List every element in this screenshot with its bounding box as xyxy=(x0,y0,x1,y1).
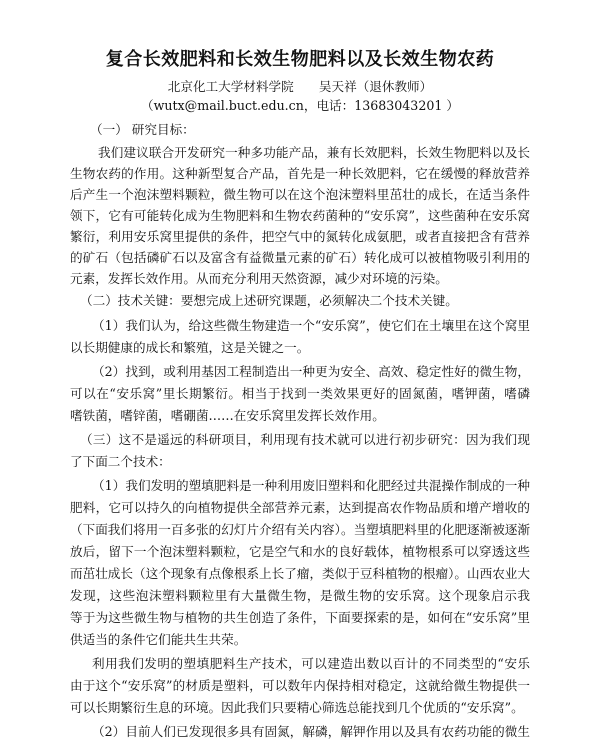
paragraph-line: （1）我们发明的塑填肥料是一种利用废旧塑料和化肥经过共混操作制成的一种 xyxy=(92,478,530,493)
paragraph-line: 的矿石（包括磷矿石以及富含有益微量元素的矿石）转化成可以被植物吸引利用的 xyxy=(70,250,530,265)
document-title: 复合长效肥料和长效生物肥料以及长效生物农药 xyxy=(105,49,495,70)
paragraph-line: （2）找到，或利用基因工程制造出一种更为安全、高效、稳定性好的微生物， xyxy=(92,364,530,379)
paragraph-line: 放后，留下一个泡沫塑料颗粒，它是空气和水的良好载体，植物根系可以穿透这些 xyxy=(70,544,530,559)
paragraph-line: （2）目前人们已发现很多具有固氮，解磷，解钾作用以及具有农药功能的微生 xyxy=(92,724,530,739)
paragraph-line: 可以在“安乐窝”里长期繁衍。相当于找到一类效果更好的固氮菌，嗜钾菌，嗜磷 xyxy=(70,386,530,401)
paragraph-line: （下面我们将用一百多张的幻灯片介绍有关内容）。当塑填肥料里的化肥逐渐被逐渐 xyxy=(70,522,530,537)
paragraph-line: 肥料，它可以持久的向植物提供全部营养元素，达到提高农作物品质和增产增收的 xyxy=(70,500,530,515)
section-heading-3: （三）这不是遥远的科研项目，利用现有技术就可以进行初步研究：因为我们现 xyxy=(80,432,530,447)
paragraph-line: 后产生一个泡沫塑料颗粒，微生物可以在这个泡沫塑料里茁壮的成长，在适当条件 xyxy=(70,187,530,202)
paragraph-line: 等于为这些微生物与植物的共生创造了条件，下面要探索的是，如何在“安乐窝”里 xyxy=(70,610,530,625)
paragraph-line: 生物农药的作用。这种新型复合产品，首先是一种长效肥料，它在缓慢的释放营养 xyxy=(70,166,530,181)
paragraph-line: 由于这个“安乐窝”的材质是塑料，可以数年内保持相对稳定，这就给微生物提供一 xyxy=(70,678,530,693)
paragraph-line: 我们建议联合开发研究一种多功能产品，兼有长效肥料，长效生物肥料以及长 xyxy=(98,145,530,160)
paragraph-line: 利用我们发明的塑填肥料生产技术，可以建造出数以百计的不同类型的“安乐 xyxy=(92,656,530,671)
contact-line: （wutx@mail.buct.edu.cn，电话：13683043201 ） xyxy=(141,98,459,113)
paragraph-line: 供适当的条件它们能共生共荣。 xyxy=(70,632,247,647)
section-heading-1: （一） 研究目标： xyxy=(90,122,195,137)
paragraph-line: 了下面二个技术： xyxy=(70,454,171,469)
paragraph-line: 繁衍，利用安乐窝里提供的条件，把空气中的氮转化成氨肥，或者直接把含有营养 xyxy=(70,229,530,244)
author-line: 北京化工大学材料学院 吴天祥（退休教师） xyxy=(167,79,433,94)
paragraph-line: 而茁壮成长（这个现象有点像根系上长了瘤，类似于豆科植物的根瘤）。山西农业大 xyxy=(70,566,530,581)
paragraph-line: 可以长期繁衍生息的环境。因此我们只要精心筛选总能找到几个优质的“安乐窝”。 xyxy=(70,700,524,715)
paragraph-line: 发现，这些泡沫塑料颗粒里有大量微生物，是微生物的安乐窝。这个现象启示我 xyxy=(70,588,530,603)
paragraph-line: 嗜铁菌，嗜锌菌，嗜硼菌……在安乐窝里发挥长效作用。 xyxy=(70,408,385,423)
paragraph-line: （1）我们认为，给这些微生物建造一个“安乐窝”，使它们在土壤里在这个窝里 xyxy=(92,318,530,333)
paragraph-line: 以长期健康的成长和繁殖，这是关键之一。 xyxy=(70,340,310,355)
section-heading-2: （二）技术关键：要想完成上述研究课题，必须解决二个技术关键。 xyxy=(80,293,458,308)
paragraph-line: 领下，它有可能转化成为生物肥料和生物农药菌种的“安乐窝”，这些菌种在安乐窝 xyxy=(70,208,530,223)
paragraph-line: 元素，发挥长效作用。从而充分利用天然资源，减少对环境的污染。 xyxy=(70,271,448,286)
